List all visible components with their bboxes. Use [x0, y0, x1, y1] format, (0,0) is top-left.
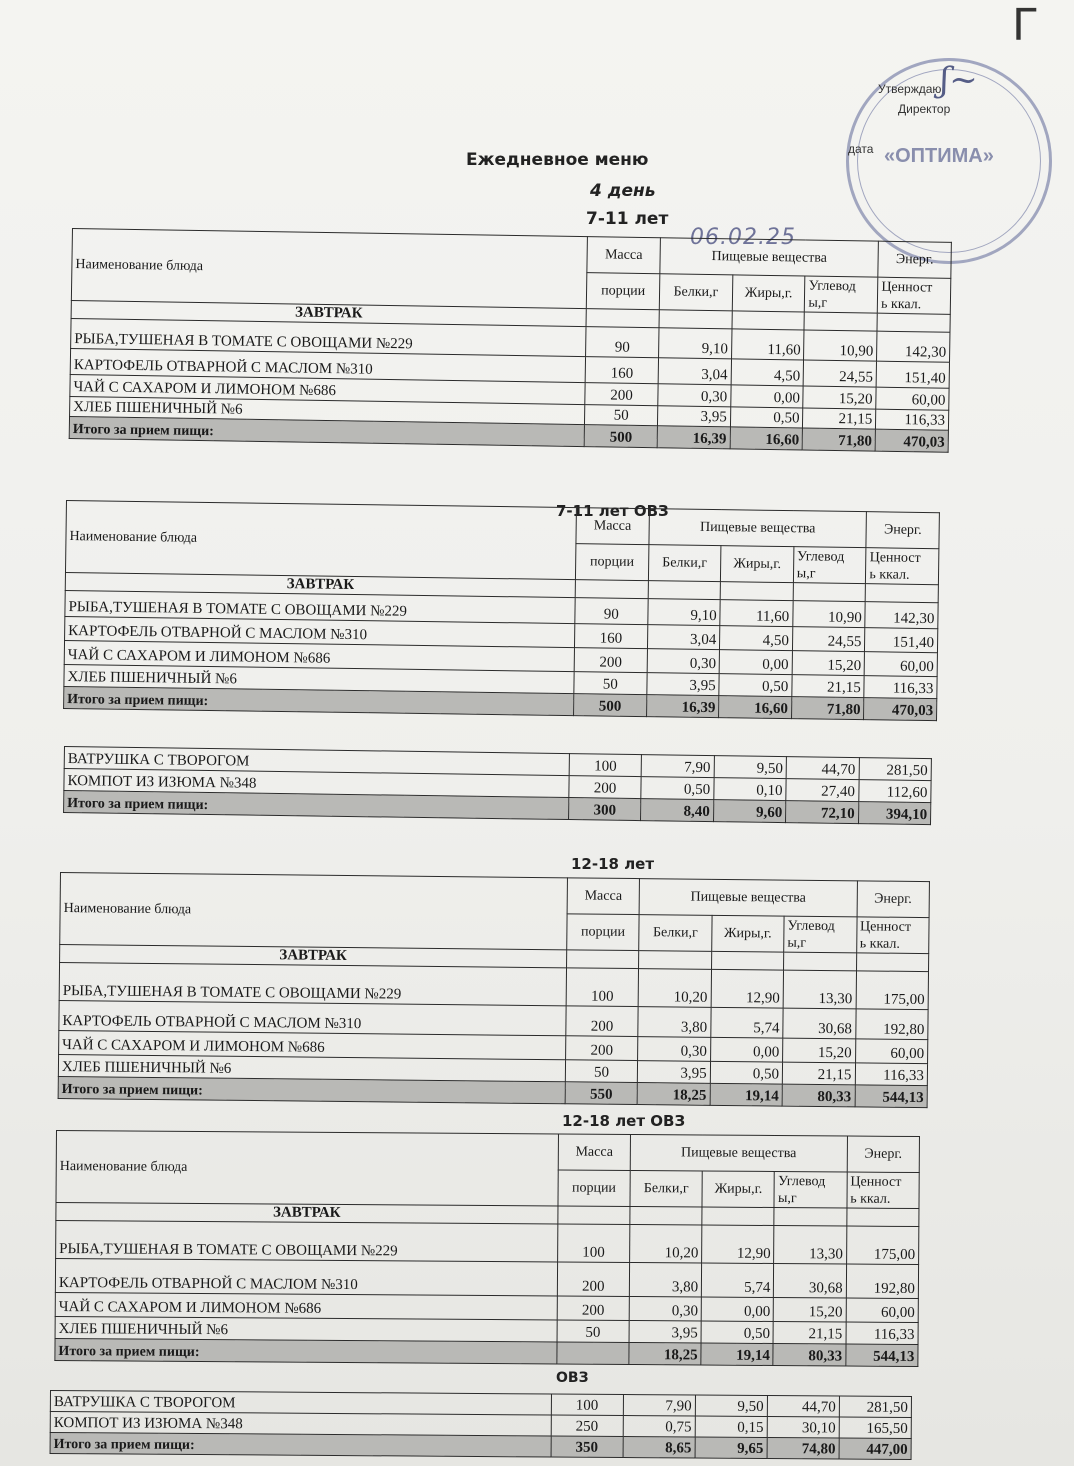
menu-table-12-18-ovz-extra	[50, 1390, 912, 1460]
section-label-ovz-extra: ОВЗ	[556, 1370, 589, 1386]
dish-energy: 175,00	[846, 1226, 919, 1265]
col-header-mass-sub: порции	[587, 273, 660, 310]
dish-protein: 3,95	[638, 1061, 711, 1084]
dish-carbs: 21,15	[803, 408, 876, 429]
total-energy: 544,13	[846, 1344, 918, 1367]
dish-energy: 151,40	[865, 628, 938, 653]
dish-protein: 3,80	[629, 1263, 701, 1298]
dish-name: КАРТОФЕЛЬ ОТВАРНОЙ С МАСЛОМ №310	[65, 616, 575, 647]
energy-label-bottom: ь ккал.	[850, 1191, 891, 1207]
dish-fat: 0,50	[701, 1321, 773, 1344]
dish-energy: 165,50	[839, 1417, 911, 1439]
col-header-nutrients: Пищевые вещества	[630, 1135, 847, 1173]
dish-protein: 7,90	[623, 1395, 695, 1417]
total-label: Итого за прием пищи:	[64, 686, 574, 715]
dish-carbs: 13,30	[783, 970, 856, 1009]
dish-energy: 116,33	[855, 1063, 928, 1086]
approval-line-approve: Утверждаю	[878, 82, 942, 96]
dish-carbs: 10,90	[804, 330, 877, 361]
col-header-dish: Наименование блюда	[71, 229, 587, 309]
dish-energy: 60,00	[846, 1298, 918, 1323]
energy-label-mid: Ценност	[859, 918, 912, 935]
col-header-fat: Жиры,г.	[721, 546, 794, 583]
dish-mass: 160	[585, 357, 658, 384]
col-header-nutrients: Пищевые вещества	[649, 509, 867, 548]
meal-label: ЗАВТРАК	[56, 1203, 558, 1225]
dish-name: КОМПОТ ИЗ ИЗЮМА №348	[50, 1412, 551, 1436]
section-label-7-11: 7-11 лет	[586, 209, 669, 229]
total-energy: 470,03	[875, 429, 948, 452]
dish-carbs: 44,70	[767, 1396, 839, 1418]
total-fat: 19,14	[701, 1343, 773, 1366]
dish-name: КОМПОТ ИЗ ИЗЮМА №348	[64, 769, 569, 798]
approval-line-director: Директор	[898, 102, 951, 116]
dish-fat: 9,50	[695, 1395, 767, 1417]
dish-mass: 200	[565, 1036, 638, 1061]
col-header-dish: Наименование блюда	[60, 873, 568, 950]
total-protein: 16,39	[657, 426, 730, 449]
stamp-company-name: «ОПТИМА»	[884, 145, 994, 167]
dish-fat: 12,90	[711, 969, 784, 1008]
dish-energy: 192,80	[846, 1264, 919, 1299]
dish-energy: 116,33	[876, 409, 949, 430]
table-row	[55, 1259, 918, 1299]
total-mass: 350	[551, 1436, 623, 1458]
dish-name: ЧАЙ С САХАРОМ И ЛИМОНОМ №686	[64, 640, 574, 671]
dish-carbs: 13,30	[774, 1226, 847, 1265]
total-carbs: 71,80	[803, 428, 876, 451]
col-header-energy: Энерг.	[847, 1136, 920, 1173]
dish-protein: 0,30	[638, 1037, 711, 1062]
dish-protein: 0,75	[623, 1416, 695, 1438]
dish-carbs: 21,15	[792, 675, 865, 698]
dish-mass: 250	[551, 1415, 623, 1437]
carbs-label-bottom: ы,г	[808, 295, 828, 311]
dish-mass: 90	[575, 598, 648, 625]
total-label: Итого за прием пищи:	[58, 1076, 565, 1103]
dish-fat: 4,50	[731, 359, 804, 386]
dish-carbs: 21,15	[774, 1322, 846, 1345]
total-label: Итого за прием пищи:	[50, 1433, 551, 1457]
dish-protein: 10,20	[630, 1225, 703, 1264]
dish-carbs: 15,20	[803, 386, 876, 409]
energy-label-mid: Ценност	[850, 1174, 902, 1190]
dish-protein: 0,30	[647, 649, 720, 674]
dish-protein: 3,80	[638, 1007, 711, 1038]
col-header-protein: Белки,г	[648, 545, 721, 582]
total-mass: 550	[565, 1082, 638, 1105]
dish-carbs: 27,40	[786, 779, 859, 802]
total-mass	[557, 1342, 629, 1365]
dish-protein: 3,95	[657, 406, 730, 427]
dish-energy: 192,80	[855, 1009, 928, 1040]
dish-carbs: 24,55	[804, 360, 877, 387]
total-carbs: 74,80	[767, 1438, 839, 1460]
dish-mass: 200	[566, 1006, 639, 1037]
dish-name: КАРТОФЕЛЬ ОТВАРНОЙ С МАСЛОМ №310	[70, 348, 586, 382]
dish-name: ВАТРУШКА С ТВОРОГОМ	[50, 1391, 551, 1415]
total-fat: 9,65	[695, 1437, 767, 1459]
total-fat: 16,60	[730, 427, 803, 450]
total-mass: 500	[584, 425, 657, 448]
dish-protein: 0,30	[658, 384, 731, 407]
dish-fat: 12,90	[702, 1225, 775, 1264]
col-header-mass: Масса	[587, 237, 660, 274]
carbs-label-top: Углевод	[778, 1173, 826, 1189]
dish-mass: 50	[565, 1060, 638, 1083]
dish-name: ХЛЕБ ПШЕНИЧНЫЙ №6	[55, 1316, 557, 1342]
total-protein: 18,25	[629, 1343, 701, 1366]
dish-energy: 116,33	[864, 676, 937, 699]
col-header-nutrients: Пищевые вещества	[660, 238, 879, 277]
total-carbs: 80,33	[782, 1084, 855, 1107]
meal-label: ЗАВТРАК	[60, 945, 567, 968]
dish-name: ХЛЕБ ПШЕНИЧНЫЙ №6	[58, 1054, 565, 1081]
dish-energy: 281,50	[859, 758, 932, 781]
menu-table-7-11	[69, 228, 952, 453]
total-protein: 8,65	[623, 1437, 695, 1459]
dish-name: РЫБА,ТУШЕНАЯ В ТОМАТЕ С ОВОЩАМИ №229	[56, 1221, 558, 1263]
col-header-fat: Жиры,г.	[711, 915, 784, 952]
dish-protein: 3,95	[646, 673, 719, 696]
dish-name: РЫБА,ТУШЕНАЯ В ТОМАТЕ С ОВОЩАМИ №229	[59, 963, 566, 1006]
dish-name: ВАТРУШКА С ТВОРОГОМ	[64, 747, 569, 776]
total-carbs: 80,33	[773, 1344, 845, 1367]
col-header-energy: Энерг.	[866, 512, 939, 549]
total-energy: 447,00	[839, 1438, 911, 1460]
dish-fat: 0,50	[730, 407, 803, 428]
dish-energy: 60,00	[855, 1039, 928, 1064]
col-header-mass: Масса	[576, 508, 649, 545]
dish-carbs: 10,90	[793, 601, 866, 628]
page-title: Ежедневное меню	[466, 150, 649, 170]
dish-protein: 9,10	[659, 328, 732, 359]
dish-fat: 0,15	[695, 1416, 767, 1438]
total-protein: 16,39	[646, 695, 719, 718]
meal-label: ЗАВТРАК	[71, 300, 586, 326]
dish-energy: 281,50	[839, 1396, 911, 1418]
dish-protein: 0,30	[629, 1297, 701, 1322]
dish-energy: 116,33	[846, 1322, 918, 1345]
dish-name: ЧАЙ С САХАРОМ И ЛИМОНОМ №686	[70, 374, 586, 404]
col-header-fat: Жиры,г.	[702, 1171, 774, 1208]
dish-carbs: 15,20	[774, 1298, 846, 1323]
dish-energy: 151,40	[876, 361, 949, 388]
dish-fat: 0,50	[719, 674, 792, 697]
col-header-dish: Наименование блюда	[56, 1131, 558, 1207]
dish-fat: 0,50	[710, 1061, 783, 1084]
table-row	[56, 1221, 919, 1265]
dish-name: ХЛЕБ ПШЕНИЧНЫЙ №6	[70, 396, 586, 424]
col-header-carbs	[784, 916, 857, 953]
carbs-label-top: Углевод	[796, 548, 845, 565]
dish-mass: 50	[574, 672, 647, 695]
dish-mass: 50	[557, 1320, 629, 1343]
menu-table-7-11-ovz	[63, 500, 940, 721]
total-mass: 500	[574, 694, 647, 717]
menu-table-12-18	[58, 872, 930, 1108]
dish-fat: 0,00	[719, 650, 792, 675]
dish-mass: 200	[585, 383, 658, 406]
dish-carbs: 44,70	[786, 757, 859, 780]
energy-label-bottom: ь ккал.	[880, 296, 922, 312]
total-fat: 19,14	[710, 1083, 783, 1106]
col-header-energy-sub	[847, 1172, 920, 1209]
dish-carbs: 30,68	[774, 1264, 846, 1299]
section-label-12-18-ovz: 12-18 лет ОВЗ	[562, 1112, 686, 1130]
dish-protein: 10,20	[638, 969, 711, 1008]
dish-fat: 5,74	[711, 1007, 784, 1038]
col-header-energy: Энерг.	[878, 241, 951, 278]
dish-energy: 112,60	[858, 780, 931, 803]
total-carbs: 71,80	[791, 697, 864, 720]
menu-day: 4 день	[590, 181, 656, 201]
dish-mass: 160	[575, 624, 648, 649]
dish-fat: 0,00	[710, 1037, 783, 1062]
col-header-mass-sub: порции	[576, 544, 649, 581]
dish-mass: 200	[569, 776, 642, 799]
dish-fat: 4,50	[720, 626, 793, 651]
col-header-energy-sub	[856, 917, 929, 954]
total-mass: 300	[568, 798, 641, 821]
total-fat: 16,60	[719, 696, 792, 719]
col-header-carbs	[774, 1172, 846, 1209]
handwritten-date: 06.02.25	[690, 225, 796, 250]
director-signature: ʃ~	[940, 60, 978, 100]
dish-protein: 9,10	[647, 599, 720, 626]
total-protein: 18,25	[637, 1083, 710, 1106]
total-label: Итого за прием пищи:	[64, 791, 569, 820]
dish-name: ЧАЙ С САХАРОМ И ЛИМОНОМ №686	[55, 1292, 557, 1320]
dish-fat: 0,00	[731, 385, 804, 408]
col-header-fat: Жиры,г.	[732, 275, 805, 312]
dish-energy: 60,00	[876, 387, 949, 410]
col-header-dish: Наименование блюда	[65, 501, 576, 580]
total-label: Итого за прием пищи:	[69, 416, 585, 446]
dish-fat: 0,00	[701, 1297, 773, 1322]
energy-label-mid: Ценност	[881, 279, 933, 296]
col-header-mass: Масса	[567, 878, 640, 915]
dish-carbs: 15,20	[792, 651, 865, 676]
dish-protein: 3,95	[629, 1321, 701, 1344]
total-label: Итого за прием пищи:	[55, 1338, 557, 1364]
corner-mark: Г	[1012, 0, 1039, 51]
total-carbs: 72,10	[786, 801, 859, 824]
dish-mass: 100	[566, 968, 639, 1007]
menu-table-7-11-ovz-extra	[63, 746, 932, 825]
dish-energy: 175,00	[856, 971, 929, 1010]
dish-mass: 100	[551, 1394, 623, 1416]
dish-protein: 0,50	[641, 777, 714, 800]
dish-energy: 142,30	[865, 602, 938, 629]
dish-name: КАРТОФЕЛЬ ОТВАРНОЙ С МАСЛОМ №310	[55, 1259, 557, 1297]
carbs-label-bottom: ы,г	[796, 565, 816, 581]
dish-energy: 60,00	[865, 652, 938, 677]
dish-fat: 11,60	[731, 329, 804, 360]
dish-energy: 142,30	[877, 331, 950, 362]
carbs-label-top: Углевод	[808, 278, 856, 294]
total-energy: 544,13	[855, 1085, 928, 1108]
dish-protein: 3,04	[658, 358, 731, 385]
dish-carbs: 30,68	[783, 1008, 856, 1039]
carbs-label-top: Углевод	[787, 918, 835, 934]
dish-name: РЫБА,ТУШЕНАЯ В ТОМАТЕ С ОВОЩАМИ №229	[71, 318, 587, 356]
dish-name: ХЛЕБ ПШЕНИЧНЫЙ №6	[64, 664, 574, 693]
col-header-carbs	[793, 547, 866, 584]
col-header-energy-sub	[877, 277, 950, 314]
dish-protein: 7,90	[641, 755, 714, 778]
col-header-mass: Масса	[558, 1134, 630, 1171]
dish-fat: 9,50	[714, 756, 787, 779]
dish-mass: 50	[585, 405, 658, 426]
col-header-protein: Белки,г	[659, 274, 732, 311]
carbs-label-bottom: ы,г	[787, 935, 807, 951]
dish-mass: 100	[569, 754, 642, 777]
total-energy: 394,10	[858, 802, 931, 825]
section-label-7-11-ovz: 7-11 лет ОВЗ	[556, 502, 669, 520]
col-header-protein: Белки,г	[639, 915, 712, 952]
dish-mass: 90	[586, 327, 659, 358]
menu-table-12-18-ovz	[54, 1130, 920, 1367]
energy-label-bottom: ь ккал.	[859, 935, 901, 952]
carbs-label-bottom: ы,г	[777, 1190, 797, 1206]
dish-name: КАРТОФЕЛЬ ОТВАРНОЙ С МАСЛОМ №310	[59, 1000, 566, 1035]
dish-name: ЧАЙ С САХАРОМ И ЛИМОНОМ №686	[59, 1030, 566, 1059]
dish-mass: 200	[574, 648, 647, 673]
energy-label-bottom: ь ккал.	[869, 566, 910, 583]
dish-fat: 0,10	[714, 778, 787, 801]
dish-mass: 200	[557, 1296, 629, 1321]
col-header-nutrients: Пищевые вещества	[639, 879, 857, 917]
dish-protein: 3,04	[647, 625, 720, 650]
energy-label-mid: Ценност	[869, 549, 921, 566]
section-label-12-18: 12-18 лет	[571, 855, 655, 873]
meal-label: ЗАВТРАК	[65, 572, 575, 597]
dish-carbs: 24,55	[792, 627, 865, 652]
dish-fat: 11,60	[720, 600, 793, 627]
col-header-mass-sub: порции	[558, 1170, 630, 1207]
col-header-mass-sub: порции	[567, 914, 640, 951]
total-row	[55, 1338, 918, 1366]
col-header-energy: Энерг.	[857, 881, 930, 918]
dish-carbs: 15,20	[783, 1038, 856, 1063]
total-energy: 470,03	[864, 698, 937, 721]
col-header-carbs	[805, 276, 878, 313]
dish-mass: 200	[557, 1262, 629, 1297]
total-fat: 9,60	[713, 800, 786, 823]
dish-carbs: 21,15	[782, 1062, 855, 1085]
total-protein: 8,40	[641, 799, 714, 822]
dish-fat: 5,74	[702, 1263, 774, 1298]
dish-name: РЫБА,ТУШЕНАЯ В ТОМАТЕ С ОВОЩАМИ №229	[65, 590, 575, 623]
col-header-protein: Белки,г	[630, 1171, 702, 1208]
dish-carbs: 30,10	[767, 1417, 839, 1439]
dish-mass: 100	[557, 1224, 630, 1263]
approval-line-date: дата	[848, 142, 874, 156]
col-header-energy-sub	[866, 548, 939, 585]
